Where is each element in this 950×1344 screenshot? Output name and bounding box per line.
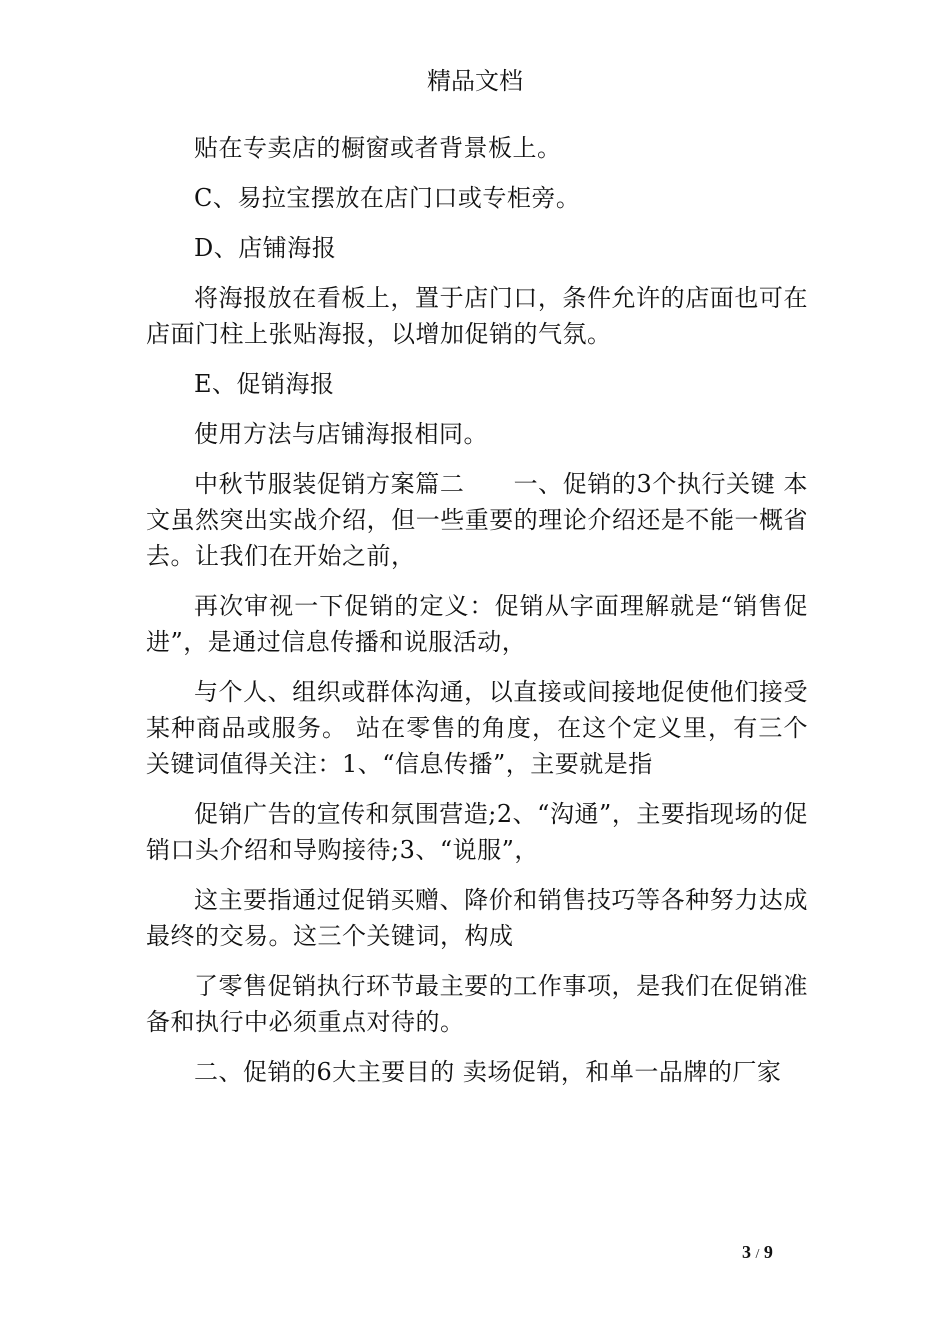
page-number: [742, 1240, 773, 1267]
paragraph: E、促销海报: [194, 370, 335, 398]
paragraph: 贴在专卖店的橱窗或者背景板上。: [194, 134, 562, 162]
paragraph: 将海报放在看板上，置于店门口，条件允许的店面也可在店面门柱上张贴海报，以增加促销的气氛。: [146, 284, 808, 348]
paragraph: 与个人、组织或群体沟通，以直接或间接地促使他们接受某种商品或服务。 站在零售的角度，在这个定义里，有三个关键词值得关注：1、“信息传播”，主要就是指: [146, 678, 808, 778]
page-separator: /: [755, 1247, 760, 1262]
paragraph: 中秋节服装促销方案篇二 一、促销的3个执行关键 本文虽然突出实战介绍，但一些重要的理论介绍还是不能一概省去。让我们在开始之前，: [146, 470, 808, 570]
paragraph: 二、促销的6大主要目的 卖场促销，和单一品牌的厂家: [194, 1058, 782, 1086]
document-body: [146, 130, 808, 1104]
paragraph: 这主要指通过促销买赠、降价和销售技巧等各种努力达成最终的交易。这三个关键词，构成: [146, 886, 808, 950]
paragraph: C、易拉宝摆放在店门口或专柜旁。: [194, 184, 581, 212]
page-total: 9: [763, 1242, 773, 1262]
paragraph: D、店铺海报: [194, 234, 337, 262]
page-header-title: 精品文档: [427, 67, 523, 95]
paragraph: 再次审视一下促销的定义：促销从字面理解就是“销售促进”，是通过信息传播和说服活动，: [146, 592, 808, 656]
paragraph: 了零售促销执行环节最主要的工作事项，是我们在促销准备和执行中必须重点对待的。: [146, 972, 808, 1036]
page-current: 3: [742, 1242, 751, 1262]
paragraph: 促销广告的宣传和氛围营造;2、“沟通”，主要指现场的促销口头介绍和导购接待;3、“说服”，: [146, 800, 808, 864]
paragraph: 使用方法与店铺海报相同。: [194, 420, 488, 448]
